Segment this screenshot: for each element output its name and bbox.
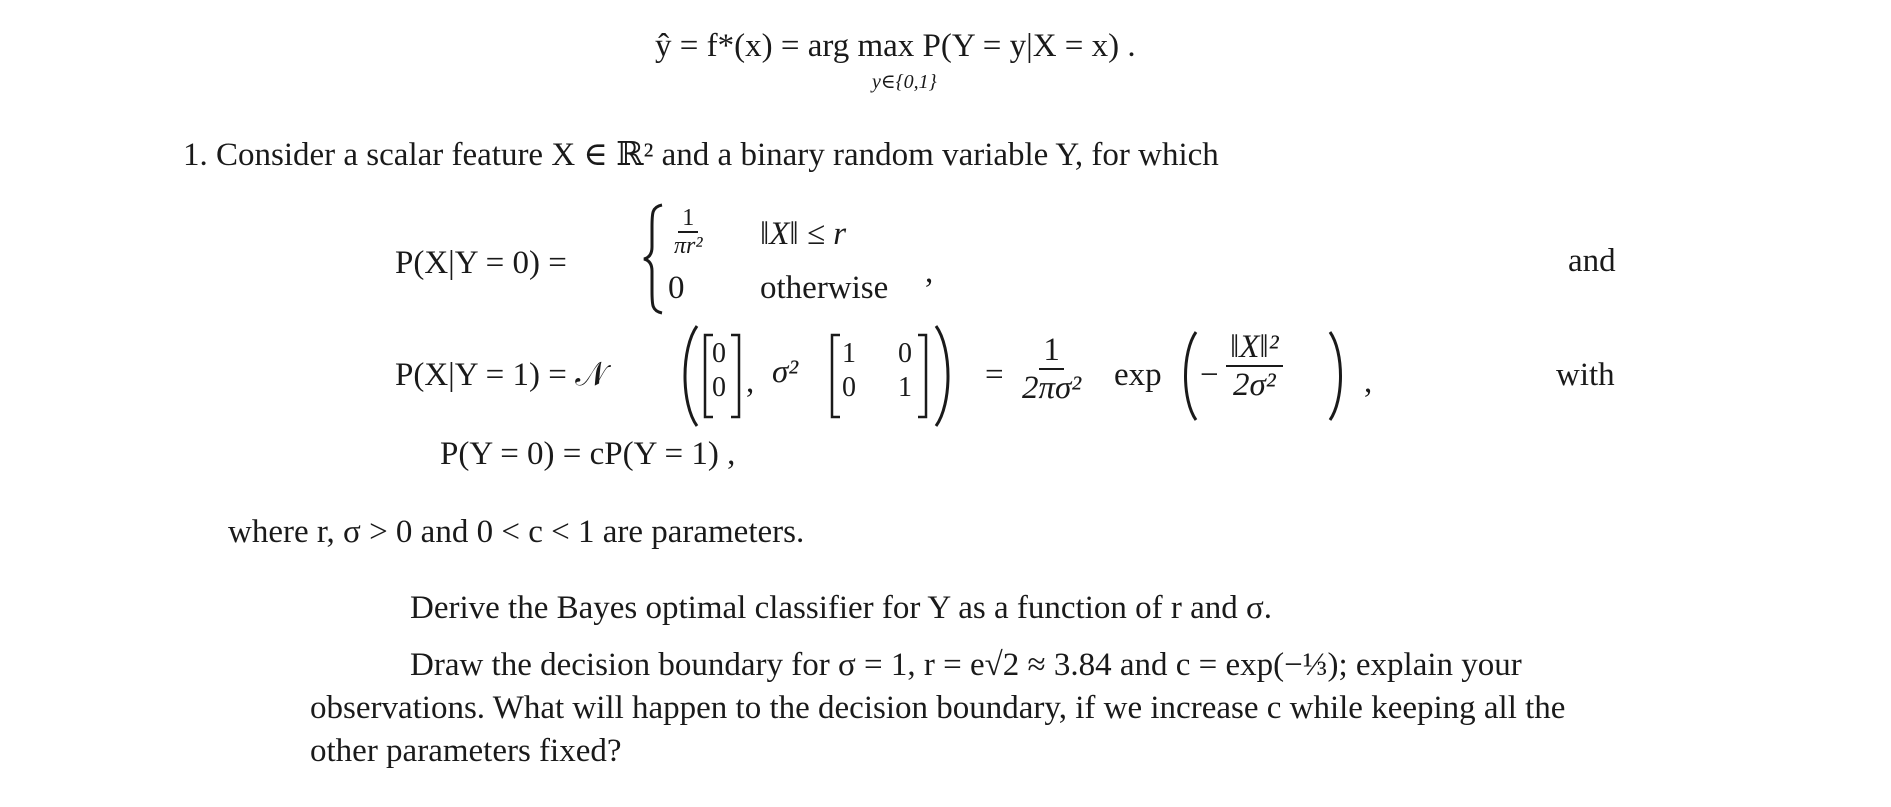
eq1-case1-frac <box>670 206 707 260</box>
eq2-vec-0: 0 <box>712 338 726 369</box>
eq2-vector <box>703 333 741 419</box>
eq2-paren-right <box>932 324 956 433</box>
eq1-lhs: P(X|Y = 0) = <box>395 245 567 281</box>
eq2-equals: = <box>985 357 1004 393</box>
eq2-vec-1: 0 <box>712 372 726 403</box>
eq1-tail: , <box>925 254 934 290</box>
left-paren-icon <box>1178 330 1200 422</box>
eq2-lhs: P(X|Y = 1) = 𝒩 <box>395 357 607 393</box>
task-1: Derive the Bayes optimal classifier for Y as a function of r and σ. <box>410 590 1273 626</box>
eq1-right: and <box>1568 243 1616 279</box>
left-brace-icon <box>642 203 664 315</box>
eq2-minus: − <box>1200 357 1219 393</box>
right-paren-icon <box>1326 330 1348 422</box>
eq2-exp-paren-left <box>1178 330 1200 427</box>
top-formula-subscript: y∈{0,1} <box>872 71 937 93</box>
eq2-comma: , <box>746 364 755 400</box>
problem-intro: 1. Consider a scalar feature X ∈ ℝ² and a binary random variable Y, for which <box>183 137 1219 173</box>
eq2-inner-num: ‖X‖² <box>1226 330 1283 367</box>
eq2-inner-den: 2σ² <box>1232 366 1276 403</box>
task-2-line-1: Draw the decision boundary for σ = 1, r = e√2 ≈ 3.84 and c = exp(−⅓); explain your <box>410 647 1522 683</box>
eq2-mat-01: 0 <box>898 338 912 369</box>
eq1-case1-cond: ‖X‖ ≤ r <box>760 216 847 252</box>
left-paren-icon <box>677 324 701 428</box>
eq2-mat-11: 1 <box>898 372 912 403</box>
eq1-case2-cond: otherwise <box>760 270 889 306</box>
eq2-inner-frac <box>1226 330 1283 403</box>
eq2-sigma: σ² <box>772 354 799 390</box>
eq2-paren-left <box>677 324 701 433</box>
eq2-frac-num: 1 <box>1039 333 1064 370</box>
where-clause: where r, σ > 0 and 0 < c < 1 are parameters. <box>228 514 805 550</box>
eq2-exp: exp <box>1114 357 1162 393</box>
eq2-tail: , <box>1364 364 1373 400</box>
eq2-frac <box>1018 333 1085 406</box>
eq1-case1-den: πr² <box>674 233 703 260</box>
eq2-right: with <box>1556 357 1615 393</box>
eq1-brace <box>642 203 664 315</box>
top-formula <box>655 26 1136 66</box>
eq2-exp-paren-right <box>1326 330 1348 427</box>
eq1-case1-num: 1 <box>678 206 698 233</box>
task-2-line-2: observations. What will happen to the decision boundary, if we increase c while keeping all the <box>310 690 1566 726</box>
eq2-matrix <box>830 333 928 419</box>
eq2-mat-10: 0 <box>842 372 856 403</box>
task-2-line-3: other parameters fixed? <box>310 733 622 769</box>
right-paren-icon <box>932 324 956 428</box>
eq1-case2-val: 0 <box>668 270 685 306</box>
eq2-frac-den: 2πσ² <box>1022 369 1082 406</box>
eq3: P(Y = 0) = cP(Y = 1) , <box>440 436 736 472</box>
eq2-mat-00: 1 <box>842 338 856 369</box>
top-formula-main: ŷ = f*(x) = arg max P(Y = y|X = x) . <box>655 28 1136 64</box>
